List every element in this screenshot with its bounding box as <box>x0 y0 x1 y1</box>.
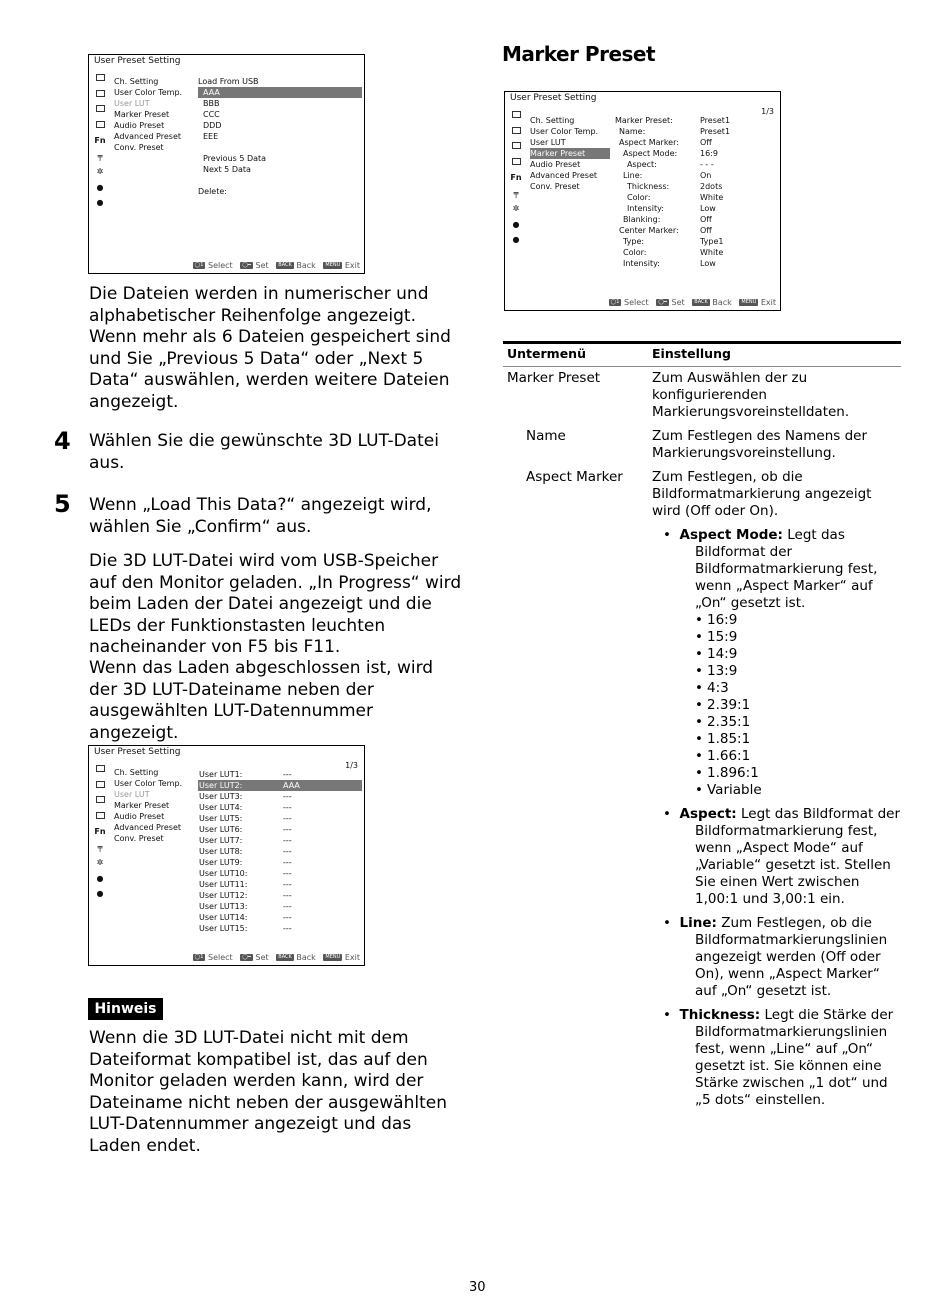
lut-row[interactable] <box>198 813 362 824</box>
file-list <box>198 76 362 197</box>
lut-label: User LUT14: <box>199 913 248 922</box>
menu-category[interactable]: Marker Preset <box>114 801 170 810</box>
lut-label: User LUT4: <box>199 803 243 812</box>
picture-icon <box>94 780 106 796</box>
menu-category[interactable]: Audio Preset <box>530 160 581 169</box>
menu-screenshot-user-lut <box>88 745 365 966</box>
setting-label: Name: <box>619 127 646 136</box>
lut-value: --- <box>283 902 292 911</box>
gear-icon: ✲ <box>96 858 104 867</box>
bullet-term: Line: <box>679 915 717 931</box>
aspect-mode-list <box>651 612 901 799</box>
lut-row[interactable] <box>198 824 362 835</box>
select-key-icon: ◯1 <box>610 299 620 305</box>
select-key-icon: ◯1 <box>194 954 204 960</box>
marker-setting-row[interactable] <box>615 214 779 225</box>
delete-item[interactable]: Delete: <box>198 187 227 196</box>
bullet-text: Legt das Bildformat der Bildformatmarkierung fest, wenn „Aspect Mode“ auf „Variable“ gesetzt ist. Stellen Sie einen Wert zwischen 1,00:1 und 3,00:1 ein. <box>695 806 901 907</box>
next-5-data-item[interactable]: Next 5 Data <box>203 165 251 174</box>
lut-label: User LUT10: <box>199 869 248 878</box>
setting-label: Thickness: <box>627 182 670 191</box>
set-hint: Set <box>671 298 685 307</box>
bullet-aspect: • Aspect: Legt das Bildformat der Bildformatmarkierung fest, wenn „Aspect Mode“ auf „Variable“ gesetzt ist. Stellen Sie einen Wert zwischen 1,00:1 und 3,00:1 ein. <box>663 806 901 907</box>
fn-icon: Fn <box>94 827 106 836</box>
marker-setting-row[interactable] <box>615 137 779 148</box>
set-key-icon: ◯━ <box>242 262 251 268</box>
menu-category[interactable]: User Color Temp. <box>530 127 599 136</box>
bullet-aspect-mode: • Aspect Mode: Legt das Bildformat der Bildformatmarkierung fest, wenn „Aspect Marker“ auf „On“ gesetzt ist. • 16:9 • 15:9 • 14:9 • 13:9 • 4:3 • 2.39:1 • 2.35:1 • 1.85:1 • 1.66:1 • 1.896:1 • Variable <box>651 527 901 799</box>
person-icon <box>94 73 106 89</box>
bullet-term: Thickness: <box>679 1007 761 1023</box>
lut-label: User LUT5: <box>199 814 243 823</box>
page-indicator: 1/3 <box>345 761 358 770</box>
set-key-icon: ◯━ <box>242 954 251 960</box>
paragraph-complete: Wenn das Laden abgeschlossen ist, wird der 3D LUT-Dateiname neben der ausgewählten LUT-Datennummer angezeigt. <box>89 658 434 743</box>
setting-value: Type1 <box>700 237 724 246</box>
menu-title: User Preset Setting <box>94 747 181 757</box>
menu-category[interactable]: Conv. Preset <box>114 143 164 152</box>
bullet-line: • Line: Zum Festlegen, ob die Bildformatmarkierungslinien angezeigt werden (Off oder On), wenn „Aspect Marker“ auf „On“ gesetzt ist. <box>663 915 888 999</box>
setting-label: Marker Preset: <box>615 116 673 125</box>
menu-category[interactable]: User LUT <box>530 138 566 147</box>
section-title: Marker Preset <box>502 42 656 66</box>
lut-label: User LUT6: <box>199 825 243 834</box>
file-item[interactable]: BBB <box>203 99 220 108</box>
setting-label: Type: <box>623 237 645 246</box>
paragraph-loading: Die 3D LUT-Datei wird vom USB-Speicher auf den Monitor geladen. „In Progress“ wird beim Laden der Datei angezeigt und die LEDs der Funktionstasten leuchten nacheinander von F5 bis F11. <box>89 551 462 657</box>
set-key-icon: ◯━ <box>658 299 667 305</box>
marker-setting-row[interactable] <box>615 115 779 126</box>
setting-value: Off <box>700 226 712 235</box>
aspect-mode-item: • 13:9 <box>695 663 901 680</box>
tool-icon: ╤ <box>97 151 103 161</box>
marker-setting-row[interactable] <box>615 247 779 258</box>
lut-label: User LUT7: <box>199 836 243 845</box>
lut-row[interactable] <box>198 901 362 912</box>
fn-icon: Fn <box>94 136 106 145</box>
file-item[interactable]: DDD <box>203 121 222 130</box>
setting-value: Low <box>700 204 716 213</box>
bullet-text: Legt die Stärke der Bildformatmarkierungslinien fest, wenn „Line“ auf „On“ gesetzt ist. Sie können eine Stärke zwischen „1 dot“ und „5 dots“ einstellen. <box>695 1007 894 1108</box>
lut-row[interactable] <box>198 912 362 923</box>
back-key-icon: BACK <box>278 262 292 268</box>
setting-label: Line: <box>623 171 643 180</box>
lut-value: --- <box>283 825 292 834</box>
paragraph-file-order: Die Dateien werden in numerischer und alphabetischer Reihenfolge angezeigt. Wenn mehr als 6 Dateien gespeichert sind und Sie „Previous 5 Data“ oder „Next 5 Data“ auswählen, werden weitere Dateien angezeigt. <box>89 284 451 412</box>
menu-category-active[interactable]: User LUT <box>114 99 150 108</box>
lut-label: User LUT2: <box>199 781 243 790</box>
menu-category[interactable]: Marker Preset <box>114 110 170 119</box>
table-cell-setting: Zum Festlegen des Namens der Markierungsvoreinstellung. <box>652 428 868 461</box>
menu-footer <box>609 297 776 308</box>
setting-label: Aspect Marker: <box>619 138 679 147</box>
lut-value: --- <box>283 836 292 845</box>
aspect-mode-item: • 14:9 <box>695 646 901 663</box>
page-indicator: 1/3 <box>761 107 774 116</box>
bullet-term: Aspect Mode: <box>679 527 783 543</box>
menu-title: User Preset Setting <box>94 56 181 66</box>
lut-row[interactable] <box>198 868 362 879</box>
menu-category[interactable]: Conv. Preset <box>530 182 580 191</box>
lut-row[interactable] <box>198 780 362 791</box>
pen-icon: ● <box>512 219 520 229</box>
menu-screenshot-marker-preset <box>504 91 781 311</box>
fn-icon: Fn <box>510 173 522 182</box>
setting-label: Blanking: <box>623 215 661 224</box>
menu-footer <box>193 952 360 963</box>
note-label: Hinweis <box>88 998 163 1020</box>
lut-label: User LUT12: <box>199 891 248 900</box>
marker-setting-row[interactable] <box>615 126 779 137</box>
back-hint: Back <box>712 298 732 307</box>
lut-row[interactable] <box>198 802 362 813</box>
menu-category-active[interactable]: Marker Preset <box>530 148 610 159</box>
tool-icon: ╤ <box>513 188 519 198</box>
select-hint: Select <box>208 953 233 962</box>
lut-label: User LUT9: <box>199 858 243 867</box>
menu-category[interactable]: Conv. Preset <box>114 834 164 843</box>
setting-value: 16:9 <box>700 149 718 158</box>
marker-setting-row[interactable] <box>615 225 779 236</box>
menu-category-active[interactable]: User LUT <box>114 790 150 799</box>
marker-setting-row[interactable] <box>615 148 779 159</box>
picture-icon <box>510 126 522 142</box>
menu-categories <box>530 115 610 192</box>
setting-value: On <box>700 171 712 180</box>
lut-value: --- <box>283 814 292 823</box>
lut-value: --- <box>283 858 292 867</box>
pen-icon: ● <box>96 182 104 192</box>
lut-label: User LUT13: <box>199 902 248 911</box>
step-4-text: Wählen Sie die gewünschte 3D LUT-Datei aus. <box>89 431 439 473</box>
menu-category[interactable]: Advanced Preset <box>530 171 598 180</box>
bullet-term: Aspect: <box>679 806 737 822</box>
load-from-usb-item[interactable]: Load From USB <box>198 77 259 86</box>
exit-hint: Exit <box>760 298 776 307</box>
setting-label: Color: <box>627 193 651 202</box>
aspect-mode-item: • 16:9 <box>695 612 901 629</box>
gear-icon: ✲ <box>96 167 104 176</box>
menu-categories <box>114 767 182 844</box>
menu-category[interactable]: Advanced Preset <box>114 823 182 832</box>
setting-value: White <box>700 193 724 202</box>
menu-category[interactable]: Ch. Setting <box>114 77 159 86</box>
marker-setting-row[interactable] <box>615 170 779 181</box>
setting-label: Intensity: <box>627 204 664 213</box>
lut-list <box>198 769 362 934</box>
setting-value: Preset1 <box>700 116 731 125</box>
table-cell-setting: Zum Festlegen, ob die Bildformatmarkierung angezeigt wird (Off oder On). <box>652 469 872 519</box>
page-number: 30 <box>469 1280 486 1295</box>
bullet-thickness: • Thickness: Legt die Stärke der Bildformatmarkierungslinien fest, wenn „Line“ auf „On“ gesetzt ist. Sie können eine Stärke zwischen „1 dot“ und „5 dots“ einstellen. <box>663 1007 894 1108</box>
menu-title: User Preset Setting <box>510 93 597 103</box>
menu-category[interactable]: Audio Preset <box>114 812 165 821</box>
select-key-icon: ◯1 <box>194 262 204 268</box>
lut-label: User LUT8: <box>199 847 243 856</box>
menu-category[interactable]: User Color Temp. <box>114 88 183 97</box>
person-icon <box>510 110 522 126</box>
bullet-text: Legt das Bildformat der Bildformatmarkierung fest, wenn „Aspect Marker“ auf „On“ gesetzt ist. <box>695 527 878 611</box>
lut-label: User LUT3: <box>199 792 243 801</box>
menu-category[interactable]: Ch. Setting <box>530 116 575 125</box>
lut-row[interactable] <box>198 769 362 780</box>
file-item[interactable]: EEE <box>203 132 219 141</box>
table-header-setting: Einstellung <box>652 346 731 361</box>
input-icon <box>94 120 106 136</box>
menu-icon-column <box>94 764 106 904</box>
aspect-mode-item: • 4:3 <box>695 680 901 697</box>
table-cell-submenu: Aspect Marker <box>526 469 623 485</box>
setting-value: Preset1 <box>700 127 731 136</box>
file-item-selected[interactable]: AAA <box>198 87 362 98</box>
menu-key-icon: MENU <box>325 954 341 960</box>
exit-hint: Exit <box>344 261 360 270</box>
note-text: Wenn die 3D LUT-Datei nicht mit dem Dateiformat kompatibel ist, das auf den Monitor geladen werden kann, wird der Dateiname nicht neben der ausgewählten LUT-Datennummer angezeigt und das Laden endet. <box>89 1028 447 1156</box>
pen-icon: ● <box>96 873 104 883</box>
setting-label: Intensity: <box>623 259 660 268</box>
back-hint: Back <box>296 261 316 270</box>
setting-value: Low <box>700 259 716 268</box>
marker-setting-row[interactable] <box>615 258 779 269</box>
select-hint: Select <box>208 261 233 270</box>
lut-row[interactable] <box>198 857 362 868</box>
grid-icon <box>94 795 106 811</box>
back-hint: Back <box>296 953 316 962</box>
info-icon: ● <box>96 198 104 207</box>
input-icon <box>94 811 106 827</box>
aspect-mode-item: • 2.35:1 <box>695 714 901 731</box>
bullet-list <box>651 527 901 1116</box>
menu-categories <box>114 76 182 153</box>
set-hint: Set <box>255 261 269 270</box>
set-hint: Set <box>255 953 269 962</box>
lut-value: --- <box>283 847 292 856</box>
marker-settings-list <box>615 115 779 269</box>
info-icon: ● <box>96 889 104 898</box>
menu-screenshot-load <box>88 54 365 274</box>
setting-label: Color: <box>623 248 647 257</box>
setting-label: Aspect Mode: <box>623 149 678 158</box>
step-number-4: 4 <box>54 427 71 455</box>
gear-icon: ✲ <box>512 204 520 213</box>
menu-icon-column <box>94 73 106 213</box>
tool-icon: ╤ <box>97 842 103 852</box>
lut-value: --- <box>283 913 292 922</box>
back-key-icon: BACK <box>694 299 708 305</box>
menu-category[interactable]: Audio Preset <box>114 121 165 130</box>
setting-value: Off <box>700 215 712 224</box>
lut-value: --- <box>283 792 292 801</box>
marker-setting-row[interactable] <box>615 192 779 203</box>
step-5-text: Wenn „Load This Data?“ angezeigt wird, wählen Sie „Confirm“ aus. <box>89 495 432 537</box>
setting-value: Off <box>700 138 712 147</box>
input-icon <box>510 157 522 173</box>
menu-icon-column <box>510 110 522 250</box>
bullet-text: Zum Festlegen, ob die Bildformatmarkierungslinien angezeigt werden (Off oder On), wenn „Aspect Marker“ auf „On“ gesetzt ist. <box>695 915 888 999</box>
setting-value: White <box>700 248 724 257</box>
marker-setting-row[interactable] <box>615 181 779 192</box>
lut-value: --- <box>283 803 292 812</box>
setting-label: Aspect: <box>627 160 657 169</box>
menu-key-icon: MENU <box>741 299 757 305</box>
lut-row[interactable] <box>198 835 362 846</box>
lut-row[interactable] <box>198 879 362 890</box>
lut-row[interactable] <box>198 890 362 901</box>
lut-value: --- <box>283 770 292 779</box>
setting-value: - - - <box>700 160 714 169</box>
aspect-mode-item: • 1.85:1 <box>695 731 901 748</box>
setting-label: Center Marker: <box>619 226 679 235</box>
exit-hint: Exit <box>344 953 360 962</box>
info-icon: ● <box>512 235 520 244</box>
aspect-mode-item: • Variable <box>695 782 901 799</box>
lut-value: --- <box>283 891 292 900</box>
table-top-rule <box>503 341 901 344</box>
marker-setting-row[interactable] <box>615 159 779 170</box>
menu-category[interactable]: User Color Temp. <box>114 779 183 788</box>
marker-setting-row[interactable] <box>615 203 779 214</box>
back-key-icon: BACK <box>278 954 292 960</box>
marker-setting-row[interactable] <box>615 236 779 247</box>
file-item[interactable]: CCC <box>203 110 220 119</box>
table-cell-setting: Zum Auswählen der zu konfigurierenden Markierungsvoreinstelldaten. <box>652 370 850 420</box>
menu-category[interactable]: Ch. Setting <box>114 768 159 777</box>
lut-row[interactable] <box>198 846 362 857</box>
menu-key-icon: MENU <box>325 262 341 268</box>
lut-row[interactable] <box>198 791 362 802</box>
table-header-submenu: Untermenü <box>507 346 586 361</box>
aspect-mode-item: • 15:9 <box>695 629 901 646</box>
grid-icon <box>94 104 106 120</box>
lut-label: User LUT15: <box>199 924 248 933</box>
lut-value: --- <box>283 869 292 878</box>
step-number-5: 5 <box>54 490 71 518</box>
lut-value: --- <box>283 880 292 889</box>
person-icon <box>94 764 106 780</box>
previous-5-data-item[interactable]: Previous 5 Data <box>203 154 267 163</box>
lut-row[interactable] <box>198 923 362 934</box>
lut-label: User LUT1: <box>199 770 243 779</box>
picture-icon <box>94 89 106 105</box>
lut-value: --- <box>283 924 292 933</box>
menu-footer <box>193 260 360 271</box>
aspect-mode-item: • 1.66:1 <box>695 748 901 765</box>
aspect-mode-item: • 1.896:1 <box>695 765 901 782</box>
table-header-rule <box>503 366 901 367</box>
lut-label: User LUT11: <box>199 880 248 889</box>
lut-value: AAA <box>283 781 300 790</box>
grid-icon <box>510 141 522 157</box>
table-cell-submenu: Marker Preset <box>507 370 601 386</box>
aspect-mode-item: • 2.39:1 <box>695 697 901 714</box>
table-cell-submenu: Name <box>526 428 566 444</box>
menu-category[interactable]: Advanced Preset <box>114 132 182 141</box>
select-hint: Select <box>624 298 649 307</box>
setting-value: 2dots <box>700 182 723 191</box>
